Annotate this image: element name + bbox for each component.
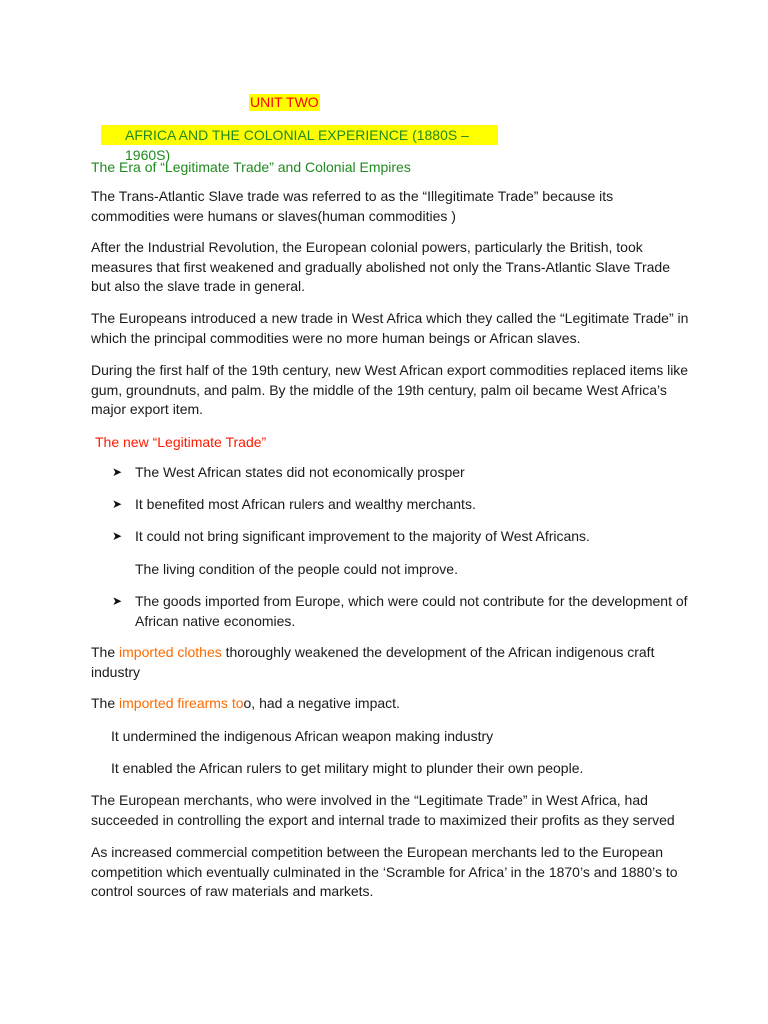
firearms-point: It undermined the indigenous African weapon making industry	[111, 728, 494, 744]
emphasis-imported-clothes: imported clothes	[119, 644, 222, 660]
emphasis-imported-firearms: imported firearms	[119, 695, 228, 711]
paragraph-illegitimate-trade: The Trans-Atlantic Slave trade was referred to as the “Illegitimate Trade” because its commodities were humans or slaves(human commodities )	[91, 188, 614, 224]
bullet-text: It benefited most African rulers and wealthy merchants.	[135, 496, 476, 512]
paragraph-imported-clothes	[91, 643, 691, 682]
text-prefix: The	[91, 695, 120, 711]
list-item	[112, 592, 697, 631]
paragraph-legitimate-trade: The Europeans introduced a new trade in West Africa which they called the “Legitimate Trade” in which the principal commodities were no more human beings or African slaves.	[91, 310, 689, 346]
arrowhead-bullet-icon: ➤	[112, 497, 123, 511]
chapter-title: AFRICA AND THE COLONIAL EXPERIENCE (1880S – 1960S)	[101, 125, 498, 145]
paragraph-industrial-revolution: After the Industrial Revolution, the European colonial powers, particularly the British, took measures that first weakened and gradually abolished not only the Trans-Atlantic Slave Trade but also the slave trade in general.	[91, 239, 670, 294]
text-suffix: o, had a negative impact.	[243, 695, 400, 711]
section-title: The Era of “Legitimate Trade” and Colonial Empires	[91, 159, 411, 175]
list-item	[112, 527, 697, 547]
subheading-new-legitimate-trade: The new “Legitimate Trade”	[95, 434, 267, 450]
paragraph-scramble-for-africa: As increased commercial competition between the European merchants led to the European competition which eventually culminated in the ‘Scramble for Africa’ in the 1870’s and 1880’s to control sources of raw materials and markets.	[91, 844, 678, 899]
paragraph-imported-firearms	[91, 694, 691, 714]
bullet-note: The living condition of the people could not improve.	[135, 561, 458, 577]
firearms-point: It enabled the African rulers to get military might to plunder their own people.	[111, 760, 584, 776]
bullet-text: The West African states did not economically prosper	[135, 464, 465, 480]
arrowhead-bullet-icon: ➤	[112, 529, 123, 543]
text-suffix: thoroughly weakened the development of the African indigenous craft industry	[91, 644, 655, 680]
arrowhead-bullet-icon: ➤	[112, 594, 123, 608]
paragraph-19th-century: During the first half of the 19th century, new West African export commodities replaced items like gum, groundnuts, and palm. By the middle of the 19th century, palm oil became West Africa’s major export item.	[91, 362, 689, 417]
arrowhead-bullet-icon: ➤	[112, 465, 123, 479]
paragraph-european-merchants: The European merchants, who were involved in the “Legitimate Trade” in West Africa, had succeeded in controlling the export and internal trade to maximized their profits as they served	[91, 792, 675, 828]
list-item	[112, 463, 697, 483]
text-prefix: The	[91, 644, 120, 660]
unit-label: UNIT TWO	[250, 94, 319, 110]
bullet-text: The goods imported from Europe, which were could not contribute for the development of African native economies.	[135, 593, 688, 629]
bullet-text: It could not bring significant improvement to the majority of West Africans.	[135, 528, 590, 544]
emphasis-to: to	[227, 695, 244, 711]
list-item	[112, 495, 697, 515]
